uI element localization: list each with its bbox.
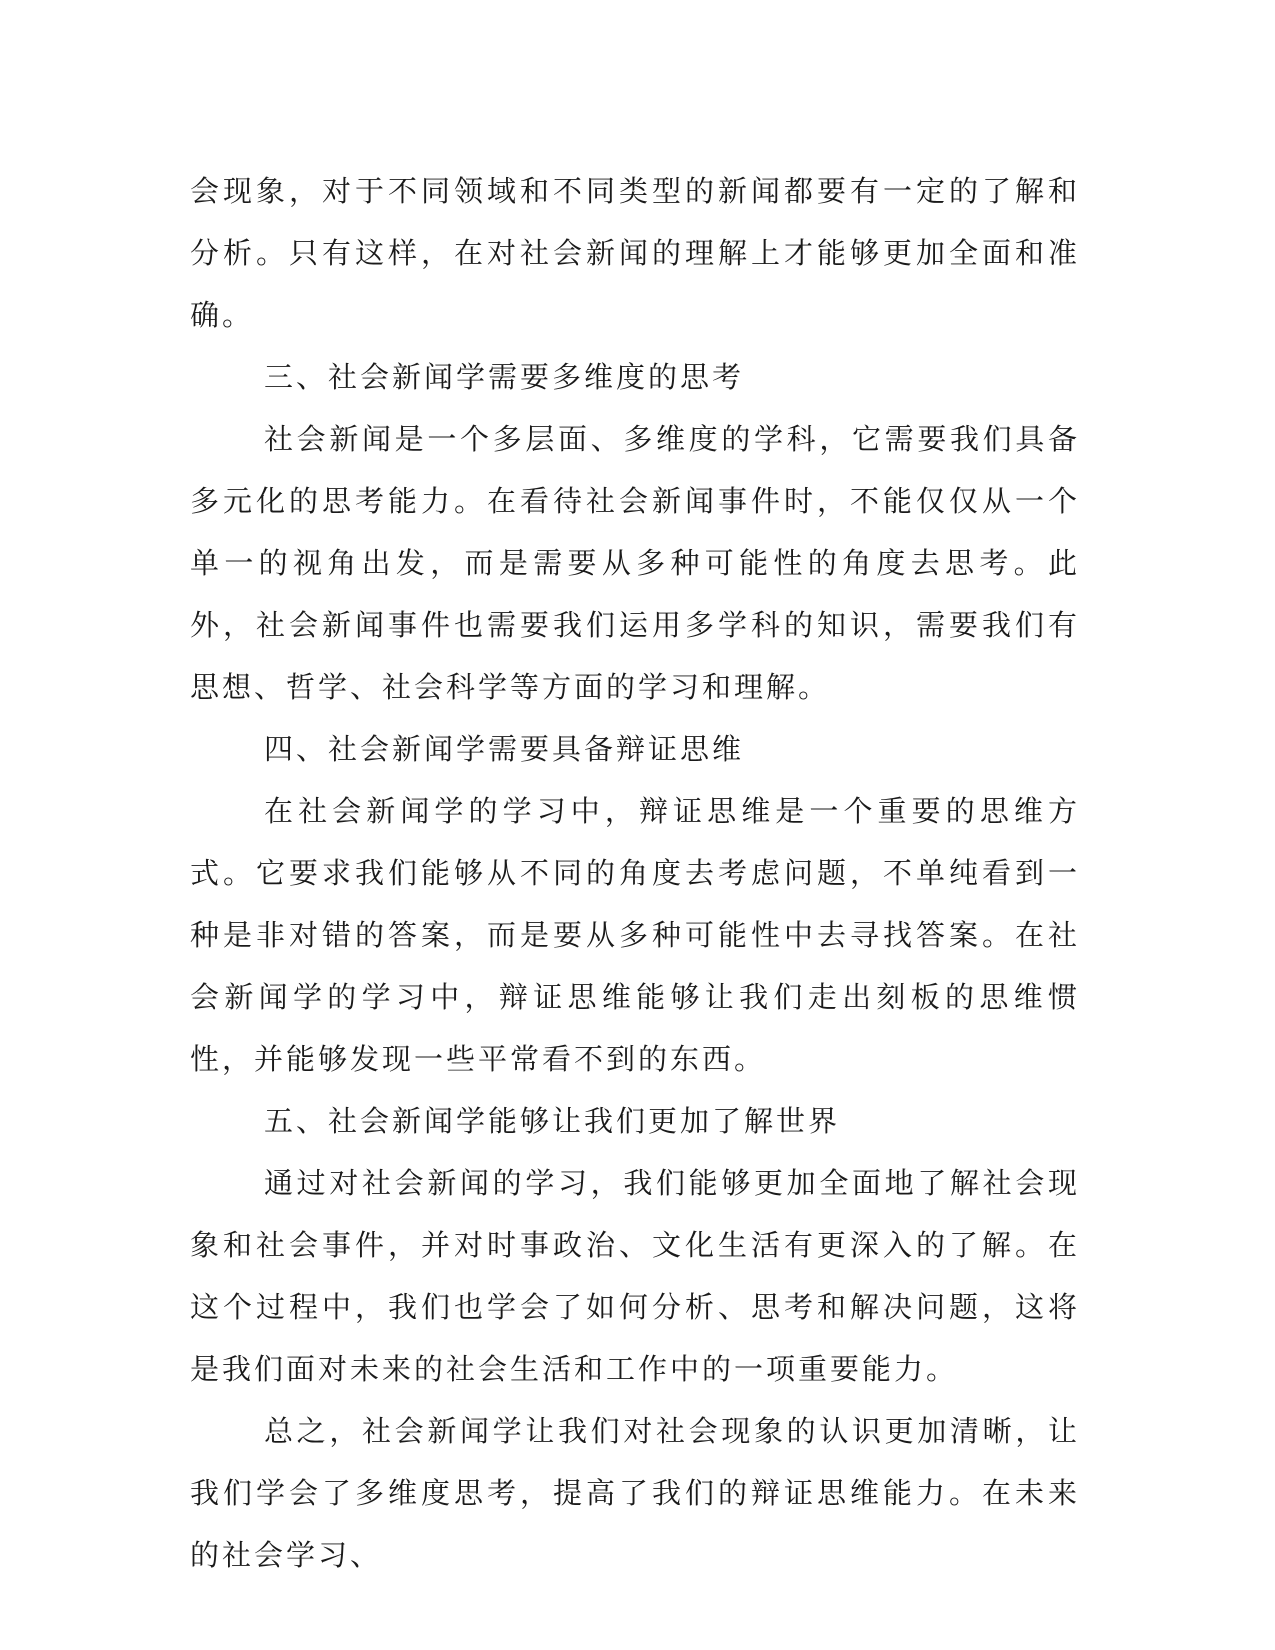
paragraph-understanding-world: 通过对社会新闻的学习，我们能够更加全面地了解社会现象和社会事件，并对时事政治、文化生活有更深入的了解。在这个过程中，我们也学会了如何分析、思考和解决问题，这将是我们面对未来的社会生活和工作中的一项重要能力。	[190, 1166, 1080, 1386]
section-heading-5: 五、社会新闻学能够让我们更加了解世界	[264, 1104, 841, 1138]
paragraph-conclusion: 总之，社会新闻学让我们对社会现象的认识更加清晰，让我们学会了多维度思考，提高了我们的辩证思维能力。在未来的社会学习、	[190, 1414, 1080, 1572]
document-body	[190, 160, 1080, 1586]
section-heading-3: 三、社会新闻学需要多维度的思考	[264, 360, 745, 394]
paragraph-multidimensional-thinking: 社会新闻是一个多层面、多维度的学科，它需要我们具备多元化的思考能力。在看待社会新闻事件时，不能仅仅从一个单一的视角出发，而是需要从多种可能性的角度去思考。此外，社会新闻事件也需要我们运用多学科的知识，需要我们有思想、哲学、社会科学等方面的学习和理解。	[190, 422, 1080, 704]
section-heading-4: 四、社会新闻学需要具备辩证思维	[264, 732, 745, 766]
paragraph-continuation: 会现象，对于不同领域和不同类型的新闻都要有一定的了解和分析。只有这样，在对社会新闻的理解上才能够更加全面和准确。	[190, 174, 1080, 332]
paragraph-dialectical-thinking: 在社会新闻学的学习中，辩证思维是一个重要的思维方式。它要求我们能够从不同的角度去考虑问题，不单纯看到一种是非对错的答案，而是要从多种可能性中去寻找答案。在社会新闻学的学习中，辩证思维能够让我们走出刻板的思维惯性，并能够发现一些平常看不到的东西。	[190, 794, 1080, 1076]
